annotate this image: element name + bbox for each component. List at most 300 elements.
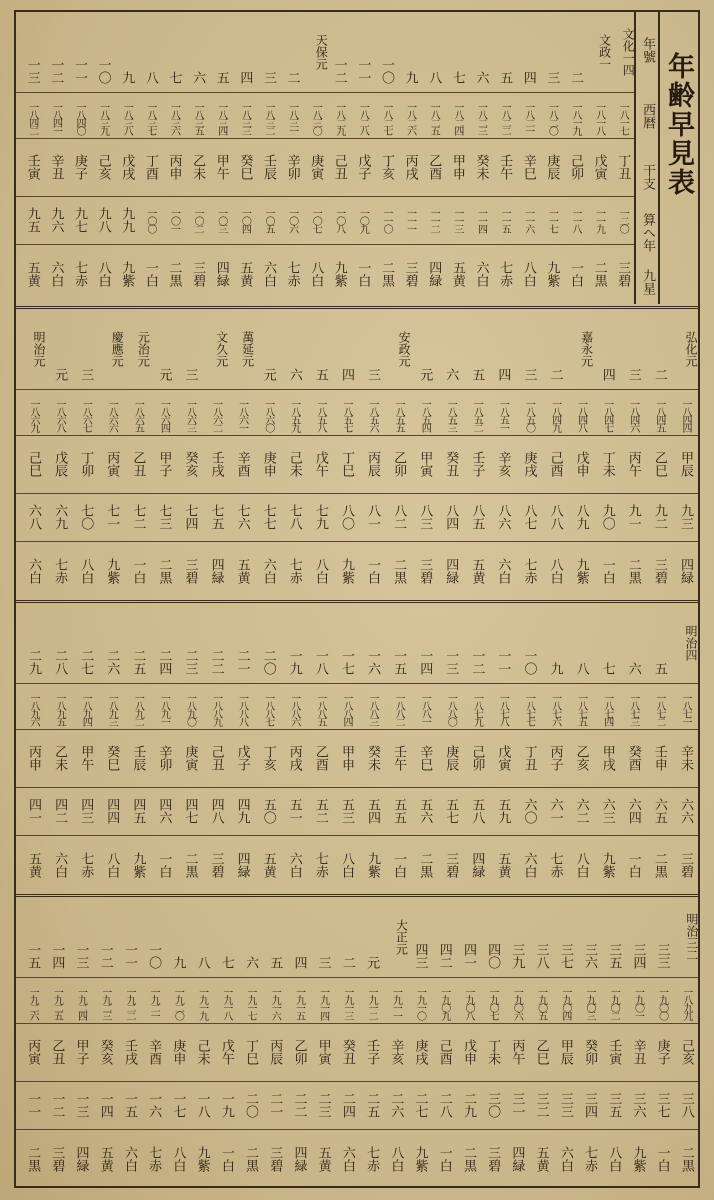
age: 五九 — [495, 798, 511, 824]
age: 一〇七 — [310, 208, 322, 232]
era-label: 萬延元 — [240, 331, 255, 367]
sexagenary-cycle: 戊戌 — [119, 154, 135, 180]
western-year: 一八八三 — [367, 693, 379, 725]
era-year: 七 — [599, 661, 615, 675]
western-year: 一八三八 — [121, 102, 133, 134]
nine-star: 七赤 — [547, 852, 563, 878]
age: 二二 — [291, 1092, 307, 1118]
sexagenary-cycle: 丙寅 — [25, 1039, 41, 1065]
western-year: 一九一八 — [220, 987, 232, 1019]
nine-star: 六白 — [495, 558, 511, 584]
western-year: 一八六七 — [80, 399, 92, 431]
nine-star: 九紫 — [119, 261, 135, 287]
age: 一一九 — [593, 208, 605, 232]
era-year: 四三 — [412, 943, 428, 969]
age: 七九 — [312, 504, 328, 530]
sexagenary-cycle: 丁丑 — [615, 154, 631, 180]
age: 二六 — [388, 1092, 404, 1118]
sexagenary-cycle: 乙亥 — [573, 745, 589, 771]
era-year: 三四 — [630, 943, 646, 969]
sexagenary-cycle: 乙巳 — [651, 451, 667, 477]
nine-star: 二黒 — [25, 1146, 41, 1172]
era-label: 大正元 — [394, 919, 409, 955]
western-year: 一八四六 — [627, 399, 639, 431]
age: 七〇 — [78, 504, 94, 530]
sexagenary-cycle: 壬子 — [364, 1039, 380, 1065]
age: 一〇二 — [192, 208, 204, 232]
western-year: 一八八五 — [314, 693, 326, 725]
age: 六一 — [547, 798, 563, 824]
western-year: 一八二八 — [357, 102, 369, 134]
sexagenary-cycle: 己未 — [194, 1039, 210, 1065]
sexagenary-cycle: 癸巳 — [104, 745, 120, 771]
sexagenary-cycle: 丁巳 — [243, 1039, 259, 1065]
western-year: 一八七八 — [497, 693, 509, 725]
sexagenary-cycle: 丁未 — [485, 1039, 501, 1065]
sexagenary-cycle: 丁丑 — [521, 745, 537, 771]
age: 九三 — [677, 504, 693, 530]
sexagenary-cycle: 乙卯 — [291, 1039, 307, 1065]
era-year: 二七 — [78, 649, 94, 675]
nine-star: 四緑 — [73, 1146, 89, 1172]
age: 三一 — [509, 1092, 525, 1118]
sexagenary-cycle: 己卯 — [469, 745, 485, 771]
row-divider — [16, 1081, 698, 1082]
age: 八四 — [443, 504, 459, 530]
sexagenary-cycle: 辛酉 — [234, 451, 250, 477]
western-year: 一八三四 — [215, 102, 227, 134]
era-year: 二 — [284, 70, 300, 84]
nine-star: 九紫 — [544, 261, 560, 287]
sexagenary-cycle: 辛卯 — [156, 745, 172, 771]
western-year: 一八五八 — [314, 399, 326, 431]
age: 三五 — [606, 1092, 622, 1118]
era-year: 一一 — [355, 58, 371, 84]
nine-star: 六白 — [52, 852, 68, 878]
sexagenary-cycle: 壬辰 — [130, 745, 146, 771]
era-year: 四 — [495, 367, 511, 381]
western-year: 一八五七 — [340, 399, 352, 431]
western-year: 一九二三 — [99, 987, 111, 1019]
sexagenary-cycle: 癸丑 — [339, 1039, 355, 1065]
nine-star: 九紫 — [104, 558, 120, 584]
western-year: 一八九〇 — [184, 693, 196, 725]
age: 一一三 — [451, 208, 463, 232]
age: 三四 — [582, 1092, 598, 1118]
sexagenary-cycle: 庚子 — [72, 154, 88, 180]
western-year: 一八二九 — [333, 102, 345, 134]
table-section-4 — [16, 894, 698, 1186]
nine-star: 九紫 — [194, 1146, 210, 1172]
western-year: 一九一三 — [341, 987, 353, 1019]
sexagenary-cycle: 己酉 — [436, 1039, 452, 1065]
era-year: 元 — [260, 367, 276, 381]
era-year: 五 — [651, 661, 667, 675]
sexagenary-cycle: 丙午 — [625, 451, 641, 477]
nine-star: 四緑 — [677, 558, 693, 584]
era-year: 元 — [417, 367, 433, 381]
sexagenary-cycle: 丁巳 — [338, 451, 354, 477]
sexagenary-cycle: 戊午 — [218, 1039, 234, 1065]
sexagenary-cycle: 壬戌 — [121, 1039, 137, 1065]
sexagenary-cycle: 壬申 — [651, 745, 667, 771]
sexagenary-cycle: 丙申 — [26, 745, 42, 771]
western-year: 一九〇六 — [511, 987, 523, 1019]
era-year: 五 — [213, 70, 229, 84]
era-year: 一三 — [24, 58, 40, 84]
era-label: 弘化元 — [683, 331, 698, 367]
sexagenary-cycle: 辛亥 — [495, 451, 511, 477]
sexagenary-cycle: 辛丑 — [48, 154, 64, 180]
nine-star: 四緑 — [213, 261, 229, 287]
era-year: 一一 — [495, 649, 511, 675]
era-year: 六 — [473, 70, 489, 84]
nine-star: 八白 — [312, 558, 328, 584]
nine-star: 七赤 — [497, 261, 513, 287]
era-year: 三 — [315, 955, 331, 969]
age-table-frame — [14, 10, 700, 1188]
nine-star: 三碧 — [182, 558, 198, 584]
age: 九八 — [95, 207, 111, 233]
nine-star: 二黒 — [460, 1146, 476, 1172]
western-year: 一八二六 — [404, 102, 416, 134]
western-year: 一八七三 — [627, 693, 639, 725]
age: 四三 — [78, 798, 94, 824]
western-year: 一八五二 — [471, 399, 483, 431]
age: 一二 — [49, 1092, 65, 1118]
age: 一一六 — [522, 208, 534, 232]
western-year: 一八七二 — [653, 693, 665, 725]
nine-star: 一白 — [218, 1146, 234, 1172]
era-year: 三 — [521, 367, 537, 381]
western-year: 一八七七 — [523, 693, 535, 725]
era-year: 四二 — [436, 943, 452, 969]
age: 一一 — [25, 1092, 41, 1118]
age: 五二 — [312, 798, 328, 824]
western-year: 一八五一 — [497, 399, 509, 431]
western-year: 一九二一 — [148, 987, 160, 1019]
age: 九七 — [72, 207, 88, 233]
era-year: 一〇 — [146, 943, 162, 969]
nine-star: 九紫 — [130, 852, 146, 878]
nine-star: 五黄 — [237, 261, 253, 287]
sexagenary-cycle: 戊申 — [573, 451, 589, 477]
age: 一〇一 — [168, 208, 180, 232]
nine-star: 七赤 — [146, 1146, 162, 1172]
nine-star: 八白 — [573, 852, 589, 878]
era-year: 三八 — [533, 943, 549, 969]
western-year: 一八八九 — [210, 693, 222, 725]
nine-star: 八白 — [388, 1146, 404, 1172]
era-label: 明治元 — [32, 331, 47, 367]
western-year: 一九一一 — [390, 987, 402, 1019]
nine-star: 一白 — [365, 558, 381, 584]
nine-star: 九紫 — [412, 1146, 428, 1172]
era-year: 九 — [547, 661, 563, 675]
western-year: 一八五三 — [445, 399, 457, 431]
nine-star: 一白 — [355, 261, 371, 287]
era-year: 三 — [625, 367, 641, 381]
sexagenary-cycle: 戊子 — [234, 745, 250, 771]
era-year: 一六 — [365, 649, 381, 675]
era-year: 一二 — [331, 58, 347, 84]
table-section-3 — [16, 600, 698, 892]
sexagenary-cycle: 乙丑 — [49, 1039, 65, 1065]
western-year: 一八六五 — [132, 399, 144, 431]
row-divider — [16, 835, 698, 836]
row-divider — [16, 493, 698, 494]
western-year: 一九一七 — [245, 987, 257, 1019]
western-year: 一八四八 — [575, 399, 587, 431]
era-year: 二八 — [52, 649, 68, 675]
western-year: 一八九五 — [54, 693, 66, 725]
western-year: 一九〇九 — [438, 987, 450, 1019]
age: 三八 — [678, 1092, 694, 1118]
sexagenary-cycle: 癸未 — [365, 745, 381, 771]
nine-star: 八白 — [170, 1146, 186, 1172]
nine-star: 九紫 — [331, 261, 347, 287]
nine-star: 四緑 — [291, 1146, 307, 1172]
era-year: 一五 — [391, 649, 407, 675]
age: 一二〇 — [617, 208, 629, 232]
western-year: 一八三七 — [144, 102, 156, 134]
era-year: 一七 — [338, 649, 354, 675]
age: 一〇六 — [286, 208, 298, 232]
sexagenary-cycle: 壬戌 — [208, 451, 224, 477]
age: 一三 — [73, 1092, 89, 1118]
sexagenary-cycle: 乙酉 — [426, 154, 442, 180]
western-year: 一八八二 — [393, 693, 405, 725]
header-era: 年號 — [640, 37, 655, 63]
era-year: 一九 — [286, 649, 302, 675]
nine-star: 五黄 — [469, 558, 485, 584]
nine-star: 五黄 — [97, 1146, 113, 1172]
nine-star: 六白 — [260, 558, 276, 584]
sexagenary-cycle: 丁卯 — [78, 451, 94, 477]
western-year: 一八八四 — [340, 693, 352, 725]
nine-star: 八白 — [520, 261, 536, 287]
western-year: 一八三〇 — [310, 102, 322, 134]
age: 五八 — [469, 798, 485, 824]
sexagenary-cycle: 丙子 — [547, 745, 563, 771]
age: 六九 — [52, 504, 68, 530]
age: 七八 — [286, 504, 302, 530]
sexagenary-cycle: 庚寅 — [182, 745, 198, 771]
era-year: 九 — [119, 70, 135, 84]
western-year: 一八七六 — [549, 693, 561, 725]
era-year: 九 — [170, 955, 186, 969]
era-label: 元治元 — [136, 331, 151, 367]
age: 四九 — [234, 798, 250, 824]
nine-star: 六白 — [260, 261, 276, 287]
nine-star: 九紫 — [599, 852, 615, 878]
age: 一〇五 — [262, 208, 274, 232]
sexagenary-cycle: 癸卯 — [582, 1039, 598, 1065]
nine-star: 二黒 — [243, 1146, 259, 1172]
western-year: 一九二六 — [27, 987, 39, 1019]
sexagenary-cycle: 乙巳 — [533, 1039, 549, 1065]
western-year: 一九〇七 — [487, 987, 499, 1019]
nine-star: 四緑 — [469, 852, 485, 878]
western-year: 一八八八 — [236, 693, 248, 725]
era-label: 慶應元 — [110, 331, 125, 367]
age: 六八 — [26, 504, 42, 530]
age: 七一 — [104, 504, 120, 530]
nine-star: 八白 — [338, 852, 354, 878]
age: 二一 — [267, 1092, 283, 1118]
sexagenary-cycle: 甲寅 — [417, 451, 433, 477]
nine-star: 一白 — [156, 852, 172, 878]
era-year: 四 — [599, 367, 615, 381]
nine-star: 六白 — [121, 1146, 137, 1172]
age: 一〇三 — [215, 208, 227, 232]
sexagenary-cycle: 庚申 — [170, 1039, 186, 1065]
age: 八〇 — [338, 504, 354, 530]
nine-star: 六白 — [286, 852, 302, 878]
nine-star: 二黒 — [391, 558, 407, 584]
sexagenary-cycle: 癸亥 — [182, 451, 198, 477]
era-year: 元 — [364, 955, 380, 969]
era-year: 八 — [573, 661, 589, 675]
nine-star: 五黄 — [234, 558, 250, 584]
era-year: 一〇 — [95, 58, 111, 84]
sexagenary-cycle: 戊申 — [460, 1039, 476, 1065]
age: 三六 — [630, 1092, 646, 1118]
western-year: 一八八六 — [288, 693, 300, 725]
nine-star: 二黒 — [156, 558, 172, 584]
sexagenary-cycle: 乙卯 — [391, 451, 407, 477]
western-year: 一八四五 — [653, 399, 665, 431]
age: 四四 — [104, 798, 120, 824]
age: 六六 — [677, 798, 693, 824]
age: 八八 — [547, 504, 563, 530]
age: 九六 — [48, 207, 64, 233]
age: 六〇 — [521, 798, 537, 824]
western-year: 一九一九 — [196, 987, 208, 1019]
age: 八一 — [365, 504, 381, 530]
age: 二七 — [412, 1092, 428, 1118]
era-label: 嘉永元 — [579, 331, 594, 367]
nine-star: 五黄 — [449, 261, 465, 287]
western-year: 一九一〇 — [414, 987, 426, 1019]
western-year: 一八五四 — [419, 399, 431, 431]
era-year: 四一 — [460, 943, 476, 969]
sexagenary-cycle: 己酉 — [547, 451, 563, 477]
row-divider — [16, 1129, 698, 1130]
age: 一一五 — [499, 208, 511, 232]
sexagenary-cycle: 丙辰 — [267, 1039, 283, 1065]
row-divider — [16, 541, 698, 542]
sexagenary-cycle: 乙丑 — [130, 451, 146, 477]
era-year: 一二 — [48, 58, 64, 84]
western-year: 一九二五 — [51, 987, 63, 1019]
western-year: 一九〇二 — [608, 987, 620, 1019]
age: 一一〇 — [381, 208, 393, 232]
age: 八六 — [495, 504, 511, 530]
age: 八三 — [417, 504, 433, 530]
era-year: 二 — [339, 955, 355, 969]
table-section-2 — [16, 306, 698, 598]
row-divider — [16, 196, 634, 197]
western-year: 一八二一 — [522, 102, 534, 134]
era-year: 一一 — [121, 943, 137, 969]
western-year: 一九一四 — [317, 987, 329, 1019]
age: 三三 — [557, 1092, 573, 1118]
era-year: 一四 — [417, 649, 433, 675]
sexagenary-cycle: 甲辰 — [557, 1039, 573, 1065]
age: 六二 — [573, 798, 589, 824]
western-year: 一八九一 — [158, 693, 170, 725]
nine-star: 五黄 — [260, 852, 276, 878]
sexagenary-cycle: 庚辰 — [443, 745, 459, 771]
nine-star: 一白 — [391, 852, 407, 878]
nine-star: 四緑 — [426, 261, 442, 287]
nine-star: 六白 — [339, 1146, 355, 1172]
nine-star: 一白 — [654, 1146, 670, 1172]
age: 六四 — [625, 798, 641, 824]
nine-star: 一白 — [625, 852, 641, 878]
western-year: 一八二三 — [475, 102, 487, 134]
sexagenary-cycle: 己巳 — [26, 451, 42, 477]
sexagenary-cycle: 丙寅 — [104, 451, 120, 477]
western-year: 一八二四 — [451, 102, 463, 134]
nine-star: 九紫 — [573, 558, 589, 584]
sexagenary-cycle: 甲戌 — [599, 745, 615, 771]
nine-star: 二黒 — [379, 261, 395, 287]
age: 一一八 — [569, 208, 581, 232]
nine-star: 二黒 — [591, 261, 607, 287]
era-year: 一三 — [73, 943, 89, 969]
nine-star: 二黒 — [182, 852, 198, 878]
western-year: 一八五〇 — [523, 399, 535, 431]
sexagenary-cycle: 乙酉 — [312, 745, 328, 771]
western-year: 一八五六 — [367, 399, 379, 431]
header-nine-star: 九星 — [640, 269, 655, 295]
age: 三〇 — [485, 1092, 501, 1118]
sexagenary-cycle: 戊子 — [355, 154, 371, 180]
sexagenary-cycle: 丙戌 — [286, 745, 302, 771]
sexagenary-cycle: 甲子 — [156, 451, 172, 477]
age: 二〇 — [243, 1092, 259, 1118]
era-year: 三 — [544, 70, 560, 84]
nine-star: 三碧 — [190, 261, 206, 287]
sexagenary-cycle: 戊寅 — [495, 745, 511, 771]
western-year: 一八八七 — [262, 693, 274, 725]
western-year: 一八九四 — [80, 693, 92, 725]
sexagenary-cycle: 癸酉 — [625, 745, 641, 771]
western-year: 一八九二 — [132, 693, 144, 725]
nine-star: 一白 — [130, 558, 146, 584]
western-year: 一八二〇 — [546, 102, 558, 134]
western-year: 一九〇四 — [559, 987, 571, 1019]
western-year: 一八四〇 — [74, 102, 86, 134]
era-year: 元 — [52, 367, 68, 381]
age: 五七 — [443, 798, 459, 824]
western-year: 一八六六 — [106, 399, 118, 431]
era-year: 一三 — [443, 649, 459, 675]
age: 五〇 — [260, 798, 276, 824]
nine-star: 二黒 — [651, 852, 667, 878]
era-year: 元 — [156, 367, 172, 381]
era-year: 三 — [78, 367, 94, 381]
era-year: 二 — [651, 367, 667, 381]
era-year: 一〇 — [521, 649, 537, 675]
nine-star: 五黄 — [26, 852, 42, 878]
western-year: 一九〇八 — [462, 987, 474, 1019]
sexagenary-cycle: 辛巳 — [417, 745, 433, 771]
era-year: 四 — [237, 70, 253, 84]
age: 一一四 — [475, 208, 487, 232]
